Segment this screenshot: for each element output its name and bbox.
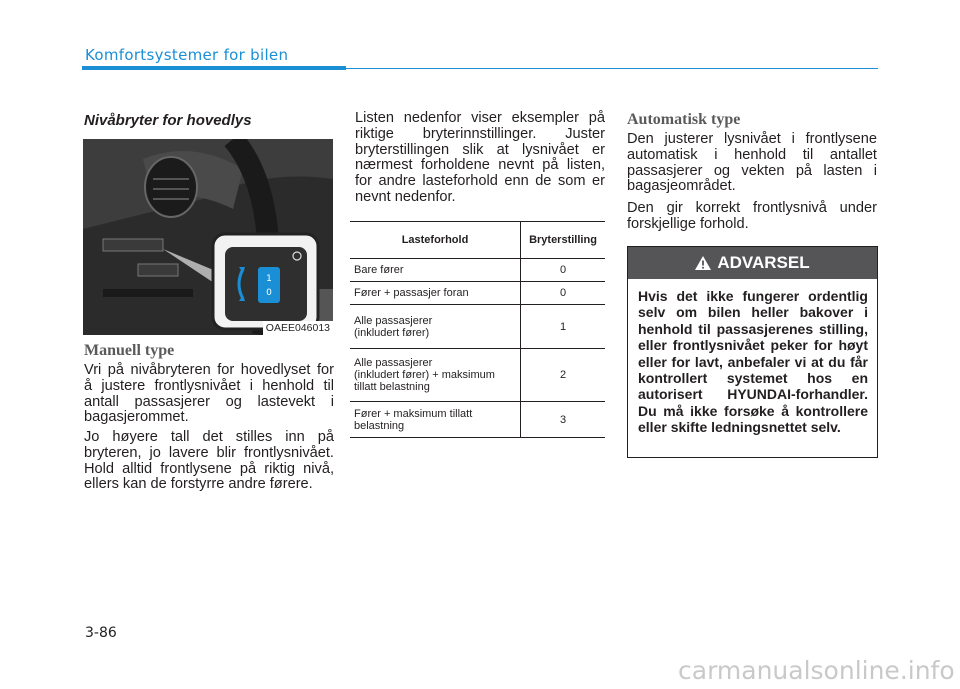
row-switch-value: 2: [521, 349, 606, 402]
table-header-row: [350, 222, 605, 259]
manual-type-paragraph-1: Vri på nivåbryteren for hovedlyset for å justere frontlysnivået i henhold til antall passasjerer og lastevekt i bagasjerommet.: [84, 362, 334, 426]
row-switch-value: 0: [521, 282, 606, 305]
table-row: [350, 282, 605, 305]
manual-type-paragraph-2: Jo høyere tall det stilles inn på bryteren, jo lavere blir frontlysnivået. Hold alltid frontlysene på riktig nivå, ellers kan de forstyrre andre førere.: [84, 429, 334, 493]
table-intro-paragraph: Listen nedenfor viser eksempler på riktige bryterinnstillinger. Juster bryterstillingen slik at lysnivået er nærmest forholdene nevnt på listen, for andre lasteforhold enn de som er nevnt nedenfor.: [355, 110, 605, 205]
row-switch-value: 0: [521, 259, 606, 282]
table-row: [350, 402, 605, 438]
row-load-label: Alle passasjerer (inkludert fører): [350, 305, 521, 349]
row-switch-value: 3: [521, 402, 606, 438]
row-load-label: Fører + passasjer foran: [350, 282, 521, 305]
row-load-label: Fører + maksimum tillatt belastning: [350, 402, 521, 438]
dashboard-illustration: [83, 139, 333, 335]
table-row: [350, 349, 605, 402]
automatic-type-paragraph-2: Den gir korrekt frontlysnivå under forskjellige forhold.: [627, 200, 877, 232]
header-rule-thin: [346, 68, 878, 69]
headlight-leveling-heading: Nivåbryter for hovedlys: [84, 112, 252, 129]
table-row: [350, 259, 605, 282]
column-header-load: Lasteforhold: [350, 222, 521, 259]
watermark: carmanualsonline.info: [678, 656, 955, 685]
warning-title: ADVARSEL: [717, 253, 810, 272]
section-title: Komfortsystemer for bilen: [85, 46, 289, 64]
table-row: [350, 305, 605, 349]
svg-text:1: 1: [266, 274, 272, 284]
warning-box: [627, 246, 878, 458]
row-switch-value: 1: [521, 305, 606, 349]
automatic-type-heading: Automatisk type: [627, 111, 741, 128]
row-load-label: Alle passasjerer (inkludert fører) + maksimum tillatt belastning: [350, 349, 521, 402]
warning-triangle-icon: [695, 256, 711, 270]
header-rule-thick: [82, 66, 346, 70]
warning-text: Hvis det ikke fungerer ordentlig selv om bilen heller bakover i henhold til passasjerenes stilling, eller frontlysnivået peker for høyt eller for lavt, anbefaler vi at du får kontrollert systemet hos en autorisert HYUNDAI-forhandler. Du må ikke forsøke å kontrollere eller skifte ledningsnettet selv.: [638, 288, 868, 436]
photo-code-label: OAEE046013: [263, 321, 333, 335]
automatic-type-paragraph-1: Den justerer lysnivået i frontlysene automatisk i henhold til antallet passasjerer og vekten på lasten i bagasjeområdet.: [627, 131, 877, 195]
column-header-switch-position: Bryterstilling: [521, 222, 606, 259]
warning-header: [628, 247, 877, 279]
load-conditions-table: [350, 221, 605, 438]
dashboard-photo: [83, 139, 333, 335]
svg-text:0: 0: [266, 288, 272, 298]
row-load-label: Bare fører: [350, 259, 521, 282]
page-number: 3-86: [85, 625, 117, 641]
manual-type-heading: Manuell type: [84, 342, 175, 359]
